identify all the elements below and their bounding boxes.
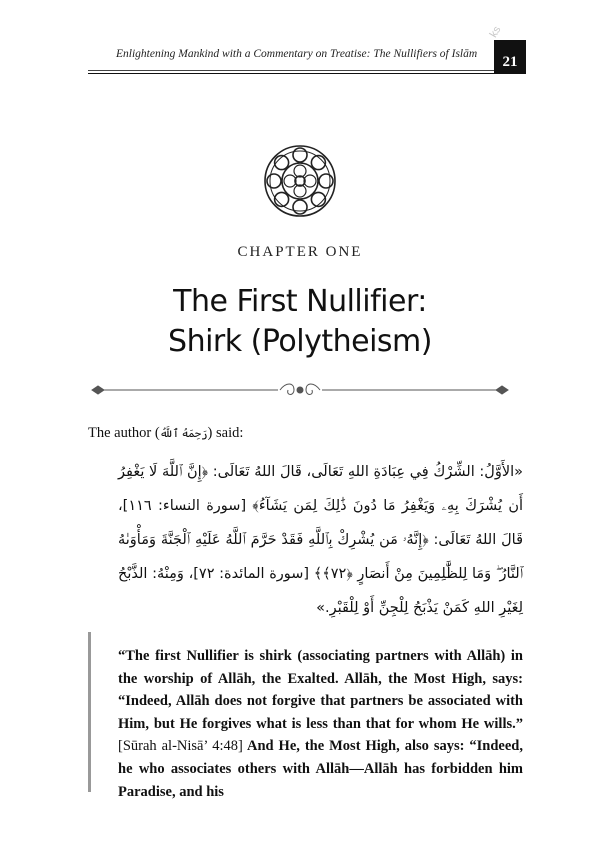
page-number-badge — [494, 40, 526, 74]
quran-reference: [Sūrah al-Nisā’ 4:48] — [118, 738, 243, 755]
translation-paragraph — [118, 645, 523, 803]
watermark: ks — [487, 24, 504, 40]
translation-part-2: And He, the Most High, also says: “Indeed, he who associates others with Allāh—Allāh has forbidden him Paradise, and his — [118, 738, 523, 800]
chapter-title-line-1: The First Nullifier: — [173, 284, 427, 319]
ornamental-divider-icon — [88, 380, 512, 400]
intro-text-after: ) said: — [207, 425, 244, 441]
header-rule — [88, 73, 494, 74]
header-rule-thin — [88, 70, 494, 71]
intro-text-before: The author ( — [88, 425, 160, 441]
running-title: Enlightening Mankind with a Commentary on Treatise: The Nullifiers of Islām — [116, 48, 478, 60]
quote-bar — [88, 632, 91, 792]
translation-part-1: “The first Nullifier is shirk (associating partners with Allāh) in the worship of Allāh, the Exalted. Allāh, the Most High, says: “Indeed, Allāh does not forgive that partners be associated with Him, but He forgives what is less than that for whom He wills.” — [118, 648, 523, 732]
honorific: رَحِمَهُ ٱللَّهُ — [159, 428, 208, 440]
page-number: 21 — [502, 54, 518, 70]
chapter-label: CHAPTER ONE — [237, 244, 363, 260]
chapter-title-line-2: Shirk (Polytheism) — [168, 324, 432, 359]
intro-line — [88, 425, 243, 442]
chapter-title — [0, 282, 600, 362]
running-header — [88, 40, 526, 74]
ornament-rosette-icon — [262, 143, 338, 219]
arabic-quote: «الأَوَّلُ: الشِّرْكُ فِي عِبَادَةِ اللهِ تَعَالَى، قَالَ اللهُ تَعَالَى: ﴿إِنَّ ٱللَّهَ لَا يَغْفِرُ أَن يُشْرَكَ بِهِۦ وَيَغْفِرُ مَا دُونَ ذَٰلِكَ لِمَن يَشَآءُ﴾ [سورة النساء: ١١٦]، قَالَ اللهُ تَعَالَى: ﴿إِنَّهُۥ مَن يُشْرِكْ بِٱللَّهِ فَقَدْ حَرَّمَ ٱللَّهُ عَلَيْهِ ٱلْجَنَّةَ وَمَأْوَىٰهُ ٱلنَّارُ ۖ وَمَا لِلظَّٰلِمِينَ مِنْ أَنصَارٍ ﴿٧٢﴾﴾ [سورة المائدة: ٧٢]، وَمِنْهُ: الذَّبْحُ لِغَيْرِ اللهِ كَمَنْ يَذْبَحُ لِلْجِنِّ أَوْ لِلْقَبْرِ.» — [118, 464, 524, 616]
